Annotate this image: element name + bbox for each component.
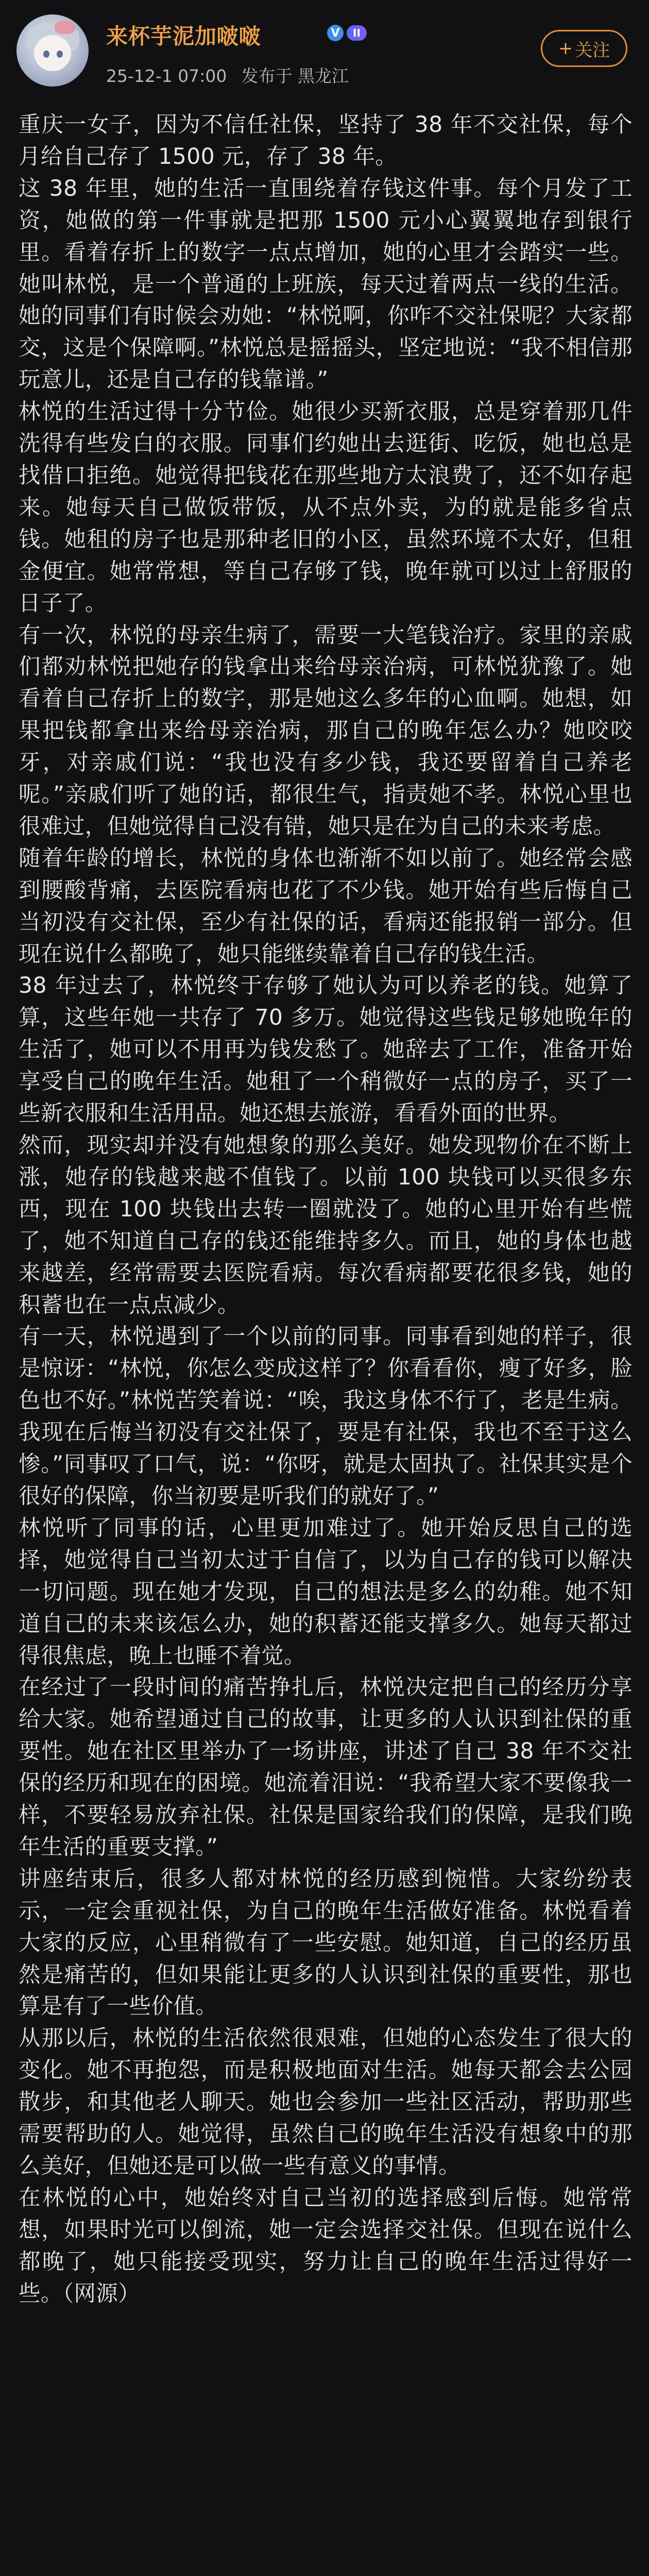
- article-paragraph: 重庆一女子，因为不信任社保，坚持了 38 年不交社保，每个月给自己存了 1500 元，存了 38 年。: [19, 112, 633, 170]
- follow-label: 关注: [575, 40, 610, 61]
- post-timestamp: 25-12-1 07:00: [106, 66, 227, 86]
- verified-icon: V: [327, 25, 344, 41]
- article-paragraph: 林悦听了同事的话，心里更加难过了。她开始反思自己的选择，她觉得自己当初太过于自信了，以为自己存的钱可以解决一切问题。现在她才发现，自己的想法是多么的幼稚。她不知道自己的未来该怎么办，她的积蓄还能支撑多久。她每天都过得很焦虑，晚上也睡不着觉。: [19, 1515, 633, 1669]
- level-badge: II: [347, 25, 367, 41]
- post-body: [19, 109, 633, 2310]
- article-paragraph: 这 38 年里，她的生活一直围绕着存钱这件事。每个月发了工资，她做的第一件事就是把那 1500 元小心翼翼地存到银行里。看着存折上的数字一点点增加，她的心里才会踏实一些。她叫林悦，是一个普通的上班族，每天过着两点一线的生活。她的同事们有时候会劝她：“林悦啊，你咋不交社保呢？大家都交，这是个保障啊。”林悦总是摇摇头，坚定地说：“我不相信那玩意儿，还是自己存的钱靠谱。”: [19, 176, 633, 393]
- avatar-eye-shape: [57, 50, 63, 58]
- post-header: [0, 0, 649, 103]
- article-paragraph: 讲座结束后，很多人都对林悦的经历感到惋惜。大家纷纷表示，一定会重视社保，为自己的晚年生活做好准备。林悦看着大家的反应，心里稍微有了一些安慰。她知道，自己的经历虽然是痛苦的，但如果能让更多的人认识到社保的重要性，那也算是有了一些价值。: [19, 1866, 633, 2020]
- post-meta: [106, 63, 349, 87]
- avatar-ribbon-shape: [55, 21, 75, 34]
- article-paragraph: 然而，现实却并没有她想象的那么美好。她发现物价在不断上涨，她存的钱越来越不值钱了。以前 100 块钱可以买很多东西，现在 100 块钱出去转一圈就没了。她的心里开始有些慌了，她不知道自己存的钱还能维持多久。而且，她的身体也越来越差，经常需要去医院看病。每次看病都要花很多钱，她的积蓄也在一点点减少。: [19, 1133, 633, 1318]
- follow-button[interactable]: [541, 30, 627, 67]
- avatar[interactable]: [16, 14, 89, 87]
- article-paragraph: 有一次，林悦的母亲生病了，需要一大笔钱治疗。家里的亲戚们都劝林悦把她存的钱拿出来给母亲治病，可林悦犹豫了。她看着自己存折上的数字，那是她这么多年的心血啊。她想，如果把钱都拿出来给母亲治病，那自己的晚年怎么办？她咬咬牙，对亲戚们说：“我也没有多少钱，我还要留着自己养老呢。”亲戚们听了她的话，都很生气，指责她不孝。林悦心里也很难过，但她觉得自己没有错，她只是在为自己的未来考虑。: [19, 622, 633, 839]
- author-name[interactable]: 来杯芋泥加啵啵: [106, 24, 262, 49]
- avatar-eye-shape: [43, 50, 49, 58]
- post-location: 发布于 黑龙江: [241, 66, 349, 86]
- article-paragraph: 有一天，林悦遇到了一个以前的同事。同事看到她的样子，很是惊讶：“林悦，你怎么变成这样了？你看看你，瘦了好多，脸色也不好。”林悦苦笑着说：“唉，我这身体不行了，老是生病。我现在后悔当初没有交社保了，要是有社保，我也不至于这么惨。”同事叹了口气，说：“你呀，就是太固执了。社保其实是个很好的保障，你当初要是听我们的就好了。”: [19, 1324, 633, 1509]
- plus-icon: +: [558, 38, 573, 59]
- avatar-face-shape: [34, 35, 71, 71]
- article-paragraph: 在林悦的心中，她始终对自己当初的选择感到后悔。她常常想，如果时光可以倒流，她一定会选择交社保。但现在说什么都晚了，她只能接受现实，努力让自己的晚年生活过得好一些。（网源）: [19, 2185, 633, 2307]
- article-paragraph: 随着年龄的增长，林悦的身体也渐渐不如以前了。她经常会感到腰酸背痛，去医院看病也花了不少钱。她开始有些后悔自己当初没有交社保，至少有社保的话，看病还能报销一部分。但现在说什么都晚了，她只能继续靠着自己存的钱生活。: [19, 845, 633, 967]
- article-paragraph: 从那以后，林悦的生活依然很艰难，但她的心态发生了很大的变化。她不再抱怨，而是积极地面对生活。她每天都会去公园散步，和其他老人聊天。她也会参加一些社区活动，帮助那些需要帮助的人。她觉得，虽然自己的晚年生活没有想象中的那么美好，但她还是可以做一些有意义的事情。: [19, 2026, 633, 2179]
- article-paragraph: 林悦的生活过得十分节俭。她很少买新衣服，总是穿着那几件洗得有些发白的衣服。同事们约她出去逛街、吃饭，她也总是找借口拒绝。她觉得把钱花在那些地方太浪费了，还不如存起来。她每天自己做饭带饭，从不点外卖，为的就是能多省点钱。她租的房子也是那种老旧的小区，虽然环境不太好，但租金便宜。她常常想，等自己存够了钱，晚年就可以过上舒服的日子了。: [19, 399, 633, 616]
- article-paragraph: 在经过了一段时间的痛苦挣扎后，林悦决定把自己的经历分享给大家。她希望通过自己的故事，让更多的人认识到社保的重要性。她在社区里举办了一场讲座，讲述了自己 38 年不交社保的经历和现在的困境。她流着泪说：“我希望大家不要像我一样，不要轻易放弃社保。社保是国家给我们的保障，是我们晚年生活的重要支撑。”: [19, 1675, 633, 1860]
- author-badges: [327, 23, 367, 43]
- article-paragraph: 38 年过去了，林悦终于存够了她认为可以养老的钱。她算了算，这些年她一共存了 70 多万。她觉得这些钱足够她晚年的生活了，她可以不用再为钱发愁了。她辞去了工作，准备开始享受自己的晚年生活。她租了一个稍微好一点的房子，买了一些新衣服和生活用品。她还想去旅游，看看外面的世界。: [19, 973, 633, 1127]
